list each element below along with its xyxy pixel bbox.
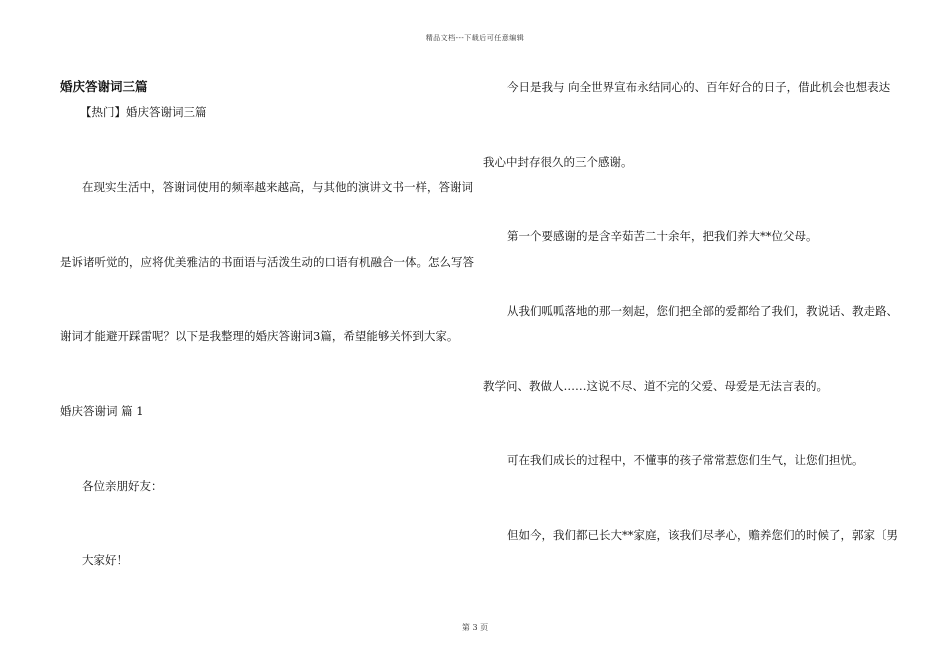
section-heading: 婚庆答谢词 篇 1 — [60, 404, 144, 418]
paragraph-1-line-2: 我心中封存很久的三个感谢。 — [483, 155, 633, 169]
intro-paragraph-line-1: 在现实生活中，答谢词使用的频率越来越高，与其他的演讲文书一样，答谢词 — [82, 180, 473, 194]
paragraph-5: 但如今，我们都已长大**家庭，该我们尽孝心，赡养您们的时候了，郭家〔男 — [507, 528, 898, 542]
page-header: 精品文档---下载后可任意编辑 — [425, 34, 525, 42]
paragraph-3-line-2: 教学问、教做人……这说不尽、道不完的父爱、母爱是无法言表的。 — [483, 379, 828, 393]
document-title: 婚庆答谢词三篇 — [60, 79, 148, 94]
document-subtitle: 【热门】婚庆答谢词三篇 — [80, 105, 207, 119]
intro-paragraph-line-3: 谢词才能避开踩雷呢？以下是我整理的婚庆答谢词3篇，希望能够关怀到大家。 — [60, 329, 459, 343]
paragraph-3-line-1: 从我们呱呱落地的那一刻起，您们把全部的爱都给了我们，教说话、教走路、 — [507, 304, 898, 318]
hello-line: 大家好！ — [82, 553, 128, 567]
greeting-line: 各位亲朋好友： — [82, 479, 163, 493]
page-number: 第 3 页 — [461, 623, 489, 632]
intro-paragraph-line-2: 是诉诸听觉的，应将优美雅洁的书面语与活泼生动的口语有机融合一体。怎么写答 — [60, 255, 474, 269]
paragraph-4: 可在我们成长的过程中，不懂事的孩子常常惹您们生气，让您们担忧。 — [507, 453, 864, 467]
paragraph-1-line-1: 今日是我与 向全世界宣布永结同心的、百年好合的日子，借此机会也想表达 — [507, 80, 891, 94]
paragraph-2: 第一个要感谢的是含辛茹苦二十余年，把我们养大**位父母。 — [507, 229, 818, 243]
